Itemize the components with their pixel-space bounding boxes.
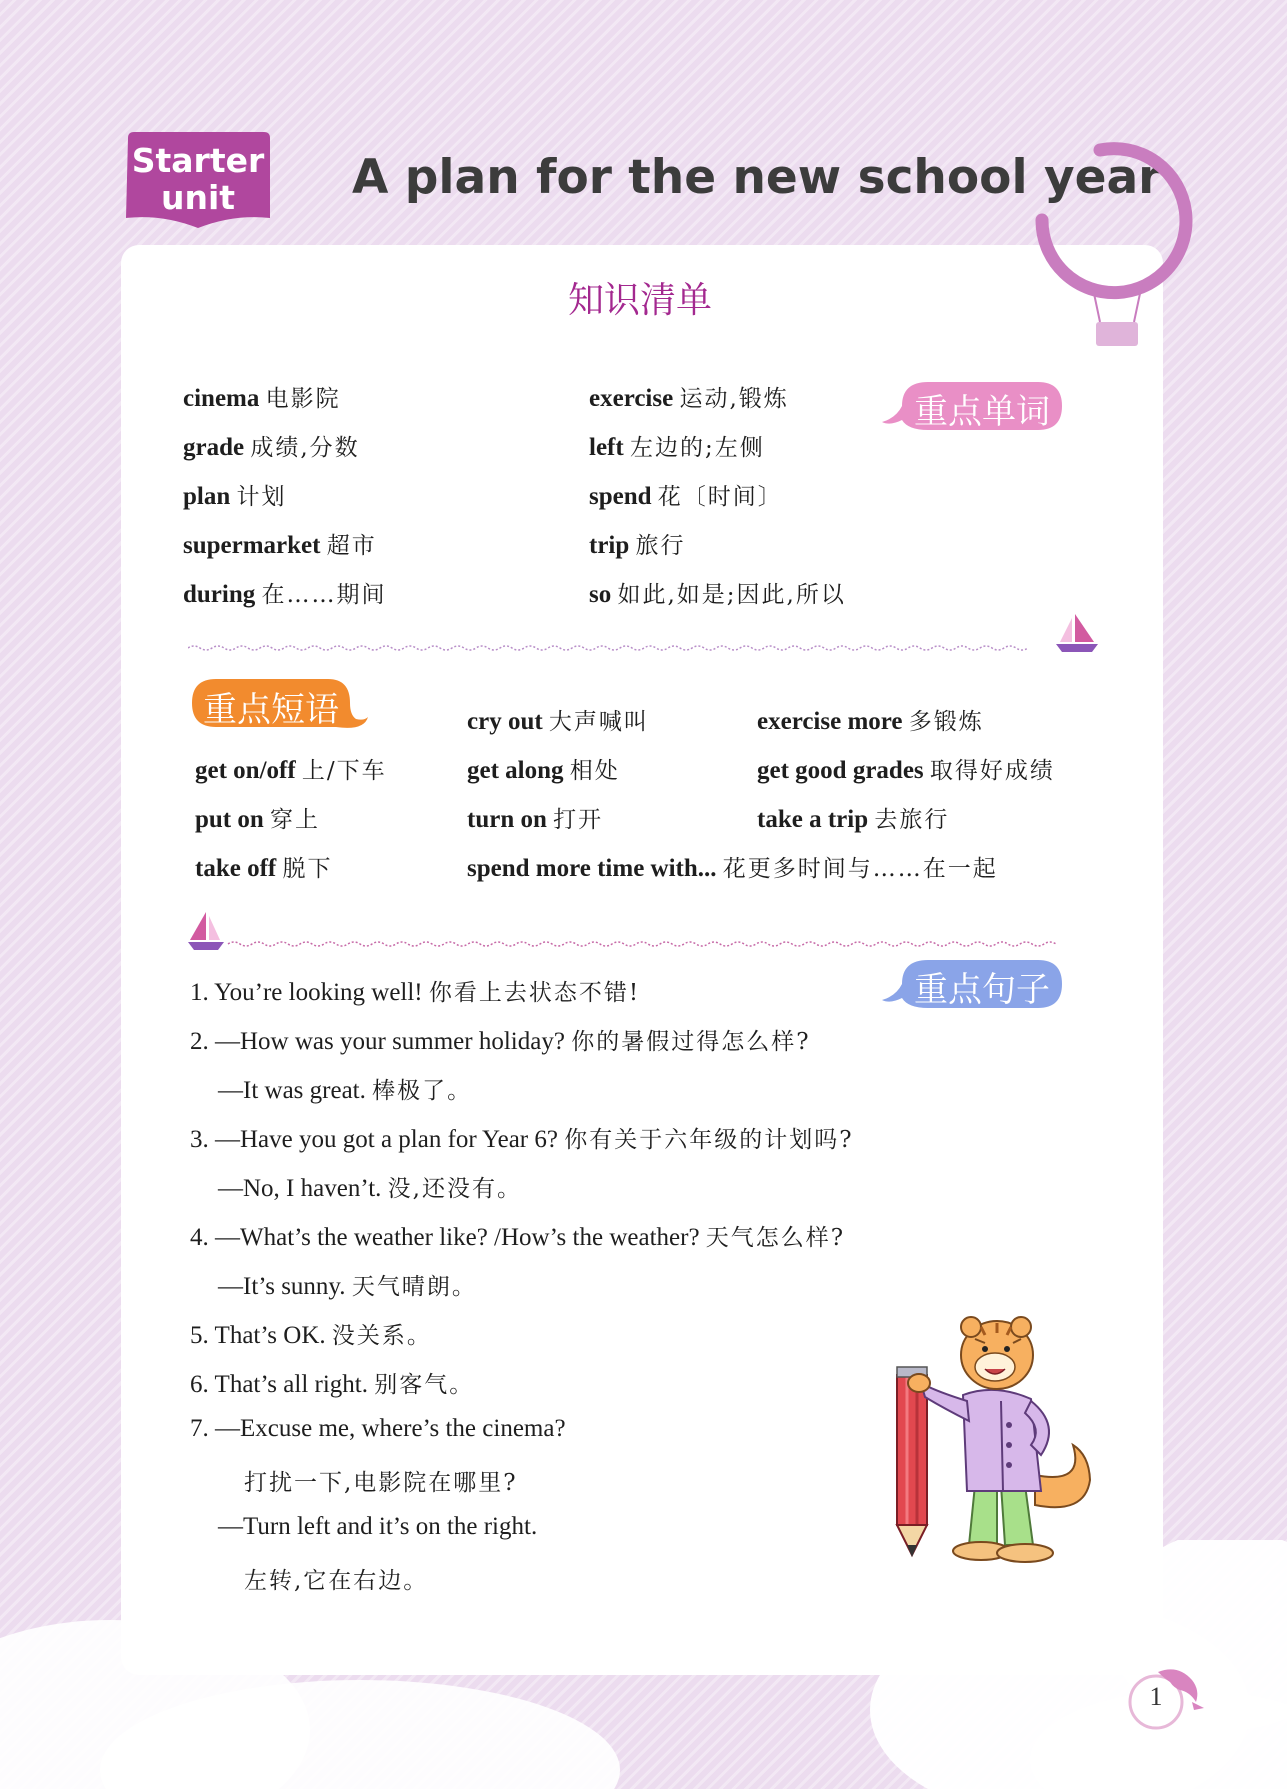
word-item: spend 花〔时间〕 <box>589 483 783 510</box>
pencil-icon <box>897 1367 927 1557</box>
sentence-line: 3. —Have you got a plan for Year 6? 你有关于六年级的计划吗? <box>190 1126 854 1153</box>
balloon-decoration <box>1030 138 1202 353</box>
phrase-item: exercise more 多锻炼 <box>757 708 984 735</box>
sailboat-icon <box>1056 614 1098 652</box>
unit-badge-line2: unit <box>160 178 236 217</box>
key-words-tag: 重点单词 <box>914 392 1050 432</box>
key-sentences-tag: 重点句子 <box>914 970 1050 1010</box>
phrase-item: turn on 打开 <box>467 806 604 833</box>
word-item: during 在……期间 <box>183 581 387 608</box>
phrase-item: take a trip 去旅行 <box>757 806 950 833</box>
sentence-line: —It was great. 棒极了。 <box>218 1077 473 1104</box>
key-phrases-tag: 重点短语 <box>203 690 339 730</box>
sentence-line: —No, I haven’t. 没,还没有。 <box>218 1175 522 1202</box>
phrase-item: cry out 大声喊叫 <box>467 708 649 735</box>
sentence-line: 1. You’re looking well! 你看上去状态不错! <box>190 979 641 1006</box>
sentence-line: 左转,它在右边。 <box>244 1568 429 1594</box>
phrase-item: take off 脱下 <box>195 855 333 882</box>
sentence-line: —It’s sunny. 天气晴朗。 <box>218 1273 477 1300</box>
tiger-illustration <box>885 1305 1115 1565</box>
knowledge-list-title: 知识清单 <box>567 280 712 321</box>
phrase-item: get along 相处 <box>467 757 620 784</box>
sentence-line: 2. —How was your summer holiday? 你的暑假过得怎么样? <box>190 1028 811 1055</box>
sentence-line: 4. —What’s the weather like? /How’s the weather? 天气怎么样? <box>190 1224 846 1251</box>
page-number: 1 <box>1149 1682 1163 1711</box>
phrase-item: spend more time with... 花更多时间与……在一起 <box>467 855 998 882</box>
word-item: plan 计划 <box>183 483 287 510</box>
sentence-line: 打扰一下,电影院在哪里? <box>244 1470 518 1496</box>
word-item: trip 旅行 <box>589 532 686 559</box>
phrase-item: get on/off 上/下车 <box>195 757 387 784</box>
sentence-line: 7. —Excuse me, where’s the cinema? <box>190 1415 566 1442</box>
phrase-item: get good grades 取得好成绩 <box>757 757 1055 784</box>
sentence-line: 6. That’s all right. 别客气。 <box>190 1371 475 1398</box>
word-item: left 左边的;左侧 <box>589 434 765 461</box>
unit-badge-text <box>124 142 272 216</box>
page-title: A plan for the new school year <box>352 150 1162 205</box>
word-item: so 如此,如是;因此,所以 <box>589 581 846 608</box>
sentence-line: —Turn left and it’s on the right. <box>218 1513 538 1540</box>
sentence-line: 5. That’s OK. 没关系。 <box>190 1322 432 1349</box>
section-divider <box>188 910 1102 956</box>
word-item: cinema 电影院 <box>183 385 341 412</box>
word-item: grade 成绩,分数 <box>183 434 360 461</box>
sailboat-icon <box>188 912 224 950</box>
unit-badge-line1: Starter <box>131 141 265 180</box>
phrase-item: put on 穿上 <box>195 806 321 833</box>
section-divider <box>188 612 1102 658</box>
word-item: supermarket 超市 <box>183 532 377 559</box>
word-item: exercise 运动,锻炼 <box>589 385 789 412</box>
